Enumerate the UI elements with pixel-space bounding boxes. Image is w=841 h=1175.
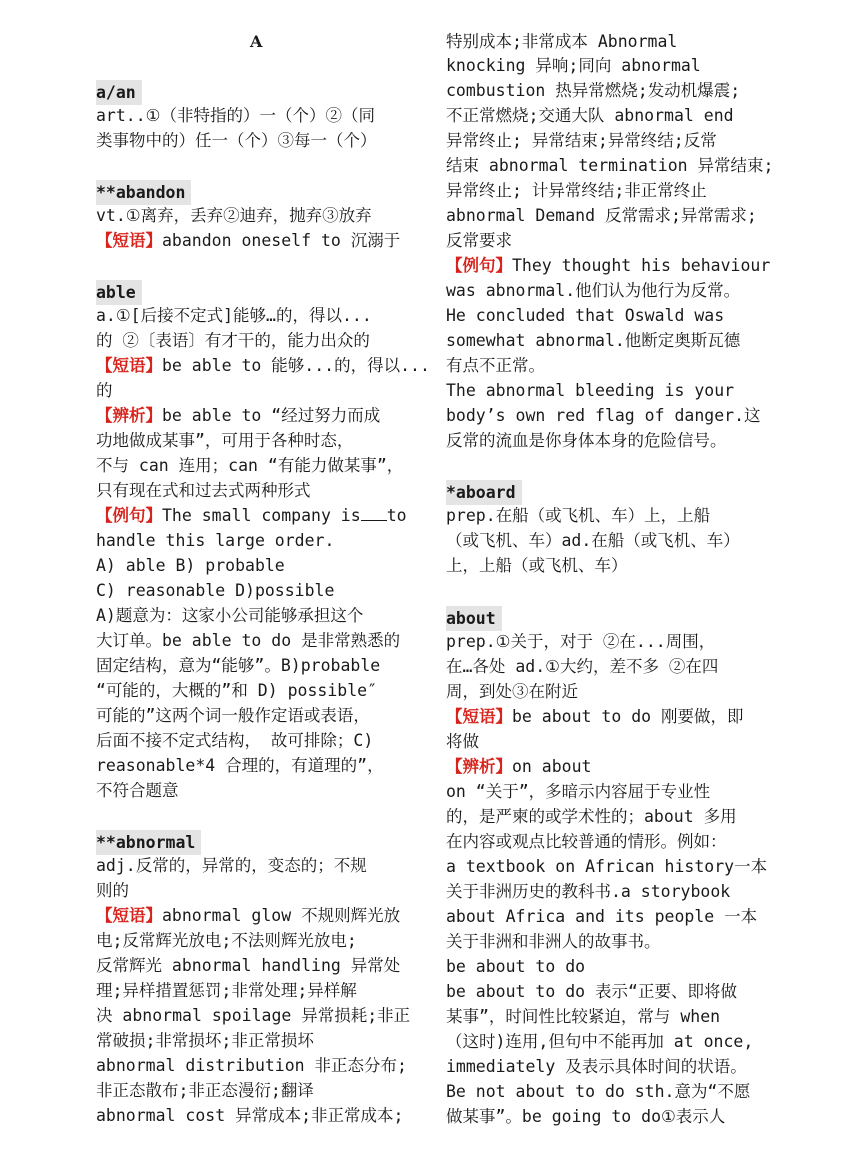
entry-text-line: [446, 554, 628, 578]
line-text: a.①[后接不定式]能够…的，得以...: [96, 306, 372, 325]
entry-text-line: [446, 955, 585, 979]
line-text: They thought his behaviour: [512, 256, 771, 275]
entry-text-line: [446, 129, 717, 153]
entry-headword: a/an: [96, 80, 142, 105]
line-text: body’s own red flag of danger.这: [446, 406, 761, 425]
entry-text-line: [96, 579, 334, 603]
line-text: 理;异样措置惩罚;非常处理;异样解: [96, 981, 357, 1000]
line-text: prep.在船（或飞机、车）上，上船: [446, 506, 711, 525]
entry-text-line: [446, 179, 707, 203]
line-text: reasonable*4 合理的，有道理的”，: [96, 756, 384, 775]
line-text: immediately 及表示具体时间的状语。: [446, 1057, 747, 1076]
line-text: 特别成本;非常成本 Abnormal: [446, 32, 678, 51]
line-text: Be not about to do sth.意为“不愿: [446, 1082, 751, 1101]
line-text: 反常辉光 abnormal handling 异常处: [96, 956, 401, 975]
entry-text-line: [96, 1004, 410, 1028]
line-text: be about to do 表示“正要、即将做: [446, 982, 737, 1001]
line-text: adj.反常的，异常的，变态的；不规: [96, 856, 367, 875]
entry-text-line: [446, 905, 757, 929]
entry-text-line: [446, 680, 578, 704]
line-text: be able to “经过努力而成: [162, 406, 381, 425]
line-text: 的 ②〔表语〕有才干的，能力出众的: [96, 331, 370, 350]
entry-text-line: [96, 929, 357, 953]
entry-text-line: [446, 1005, 720, 1029]
entry-text-line: [96, 979, 357, 1003]
line-text: 的，是严柬的或学术性的；about 多用: [446, 807, 737, 826]
line-text: 可能的”这两个词一般作定语或表语，: [96, 706, 370, 725]
entry-text-line: [446, 755, 591, 779]
line-text: about Africa and its people 一本: [446, 907, 758, 926]
entry-text-line: [96, 754, 384, 778]
entry-text-line: [96, 904, 400, 928]
entry-text-line: [96, 429, 353, 453]
line-text: art..①（非特指的）一（个）②（同: [96, 106, 375, 125]
entry-text-line: [446, 1105, 725, 1129]
page-letter-heading: A: [250, 32, 263, 51]
entry-text-line: [446, 529, 740, 553]
entry-text-line: [96, 954, 400, 978]
line-text: combustion 热异常燃烧;发动机爆震;: [446, 81, 741, 100]
entry-text-line: [446, 79, 740, 103]
line-text: The abnormal bleeding is your: [446, 381, 735, 400]
entry-text-line: [446, 429, 727, 453]
entry-text-line: [446, 379, 734, 403]
entry-text-line: [96, 329, 370, 353]
entry-headword: **abnormal: [96, 830, 201, 855]
entry-text-line: [96, 129, 377, 153]
entry-text-line: [446, 304, 724, 328]
entry-text-line: [446, 204, 757, 228]
line-text: be about to do 刚要做，即: [512, 707, 744, 726]
line-text: C) reasonable D)possible: [96, 581, 335, 600]
fill-in-blank: [361, 506, 387, 521]
line-text: 反常的流血是你身体本身的危险信号。: [446, 431, 727, 450]
entry-text-line: [446, 329, 740, 353]
entry-text-line: [96, 729, 373, 753]
entry-headword: about: [446, 606, 502, 631]
line-text: a textbook on African history一本: [446, 857, 768, 876]
line-text: handle this large order.: [96, 531, 335, 550]
entry-headword: **abandon: [96, 180, 191, 205]
entry-text-line: [446, 254, 770, 278]
line-text: abnormal Demand 反常需求;异常需求;: [446, 206, 757, 225]
entry-text-line: [96, 1079, 314, 1103]
entry-text-line: [96, 404, 380, 428]
line-text: 不符合题意: [96, 781, 179, 800]
line-text: 结束 abnormal termination 异常结束;: [446, 156, 774, 175]
line-text: 在…各处 ad.①大约，差不多 ②在四: [446, 657, 719, 676]
line-text: 不正常燃烧;交通大队 abnormal end: [446, 106, 734, 125]
line-text: The small company is: [162, 506, 361, 525]
entry-text-line: [446, 630, 715, 654]
line-text: 只有现在式和过去式两种形式: [96, 481, 311, 500]
line-text: 在内容或观点比较普通的情形。例如：: [446, 832, 727, 851]
line-text: A)题意为：这家小公司能够承担这个: [96, 606, 364, 625]
entry-text-line: [96, 479, 311, 503]
entry-text-line: [446, 705, 744, 729]
line-text: be able to 能够...的，得以...: [162, 356, 430, 375]
entry-text-line: [96, 204, 372, 228]
entry-text-line: [96, 854, 367, 878]
line-text: A) able B) probable: [96, 556, 285, 575]
entry-text-line: [96, 104, 375, 128]
line-text: 大订单。be able to do 是非常熟悉的: [96, 631, 401, 650]
entry-text-line: [446, 655, 718, 679]
line-text: 固定结构，意为“能够”。B)probable: [96, 656, 381, 675]
entry-text-line: [446, 1030, 753, 1054]
entry-text-line: [446, 104, 734, 128]
line-text: （或飞机、车）ad.在船（或飞机、车）: [446, 531, 740, 550]
analysis-label: 【辨析】: [446, 757, 512, 776]
entry-text-line: [446, 279, 740, 303]
entry-text-line: [446, 930, 661, 954]
entry-text-line: [446, 229, 512, 253]
entry-text-line: [96, 629, 400, 653]
entry-text-line: [96, 679, 377, 703]
line-text: 上，上船（或飞机、车）: [446, 556, 628, 575]
line-text: 某事”，时间性比较紧迫，常与 when: [446, 1007, 721, 1026]
line-text: （这时)连用,但句中不能再加 at once,: [446, 1032, 754, 1051]
phrase-label: 【短语】: [96, 906, 162, 925]
entry-text-line: [446, 404, 761, 428]
line-text: 周，到处③在附近: [446, 682, 578, 701]
entry-text-line: [96, 504, 407, 528]
line-text: 异常终止; 计异常终结;非正常终止: [446, 181, 707, 200]
line-text: on about: [512, 757, 592, 776]
line-text: abnormal glow 不规则辉光放: [162, 906, 401, 925]
line-text-after-blank: to: [386, 506, 407, 525]
entry-text-line: [446, 54, 701, 78]
entry-headword: *aboard: [446, 480, 522, 505]
entry-text-line: [446, 780, 710, 804]
line-text: 关于非洲和非洲人的故事书。: [446, 932, 661, 951]
line-text: 做某事”。be going to do①表示人: [446, 1107, 726, 1126]
line-text: 电;反常辉光放电;不法则辉光放电;: [96, 931, 357, 950]
entry-text-line: [96, 1054, 407, 1078]
entry-text-line: [96, 554, 285, 578]
line-text: abnormal distribution 非正态分布;: [96, 1056, 407, 1075]
entry-text-line: [446, 980, 737, 1004]
entry-text-line: [96, 779, 179, 803]
line-text: 关于非洲历史的教科书.a storybook: [446, 882, 731, 901]
entry-text-line: [96, 304, 372, 328]
line-text: 反常要求: [446, 231, 512, 250]
entry-text-line: [446, 504, 710, 528]
entry-text-line: [96, 604, 363, 628]
entry-text-line: [446, 805, 737, 829]
entry-text-line: [446, 855, 767, 879]
example-label: 【例句】: [96, 506, 162, 525]
entry-text-line: [96, 379, 113, 403]
entry-text-line: [96, 654, 380, 678]
phrase-label: 【短语】: [96, 231, 162, 250]
line-text: was abnormal.他们认为他行为反常。: [446, 281, 741, 300]
entry-text-line: [446, 880, 730, 904]
entry-text-line: [96, 704, 370, 728]
line-text: 非正态散布;非正态漫衍;翻译: [96, 1081, 314, 1100]
entry-text-line: [96, 229, 400, 253]
line-text: 异常终止; 异常结束;异常终结;反常: [446, 131, 717, 150]
line-text: abandon oneself to 沉溺于: [162, 231, 401, 250]
phrase-label: 【短语】: [446, 707, 512, 726]
line-text: be about to do: [446, 957, 586, 976]
example-label: 【例句】: [446, 256, 512, 275]
entry-text-line: [446, 730, 479, 754]
entry-text-line: [446, 154, 773, 178]
entry-text-line: [96, 879, 129, 903]
phrase-label: 【短语】: [96, 356, 162, 375]
line-text: knocking 异响;同向 abnormal: [446, 56, 701, 75]
line-text: 则的: [96, 881, 129, 900]
line-text: 决 abnormal spoilage 异常损耗;非正: [96, 1006, 411, 1025]
entry-text-line: [446, 1080, 750, 1104]
line-text: somewhat abnormal.他断定奥斯瓦德: [446, 331, 741, 350]
line-text: 的: [96, 381, 113, 400]
entry-text-line: [96, 1104, 403, 1128]
entry-text-line: [96, 529, 334, 553]
entry-headword: able: [96, 280, 142, 305]
line-text: abnormal cost 异常成本;非正常成本;: [96, 1106, 404, 1125]
analysis-label: 【辨析】: [96, 406, 162, 425]
line-text: He concluded that Oswald was: [446, 306, 725, 325]
line-text: 类事物中的）任一（个）③每一（个）: [96, 131, 377, 150]
entry-text-line: [96, 1029, 314, 1053]
line-text: 有点不正常。: [446, 356, 545, 375]
line-text: 功地做成某事”，可用于各种时态，: [96, 431, 354, 450]
entry-text-line: [96, 354, 430, 378]
line-text: vt.①离弃，丢弃②迪弃，抛弃③放弃: [96, 206, 372, 225]
line-text: on “关于”，多暗示内容屈于专业性: [446, 782, 711, 801]
line-text: 常破损;非常损坏;非正常损坏: [96, 1031, 314, 1050]
entry-text-line: [446, 354, 545, 378]
line-text: 将做: [446, 732, 479, 751]
line-text: 后面不接不定式结构， 故可排除；C): [96, 731, 374, 750]
entry-text-line: [446, 30, 677, 54]
entry-text-line: [446, 1055, 747, 1079]
entry-text-line: [446, 830, 727, 854]
line-text: prep.①关于，对于 ②在...周围，: [446, 632, 716, 651]
line-text: 不与 can 连用；can “有能力做某事”，: [96, 456, 404, 475]
entry-text-line: [96, 454, 403, 478]
line-text: “可能的，大概的”和 D) possible″: [96, 681, 378, 700]
